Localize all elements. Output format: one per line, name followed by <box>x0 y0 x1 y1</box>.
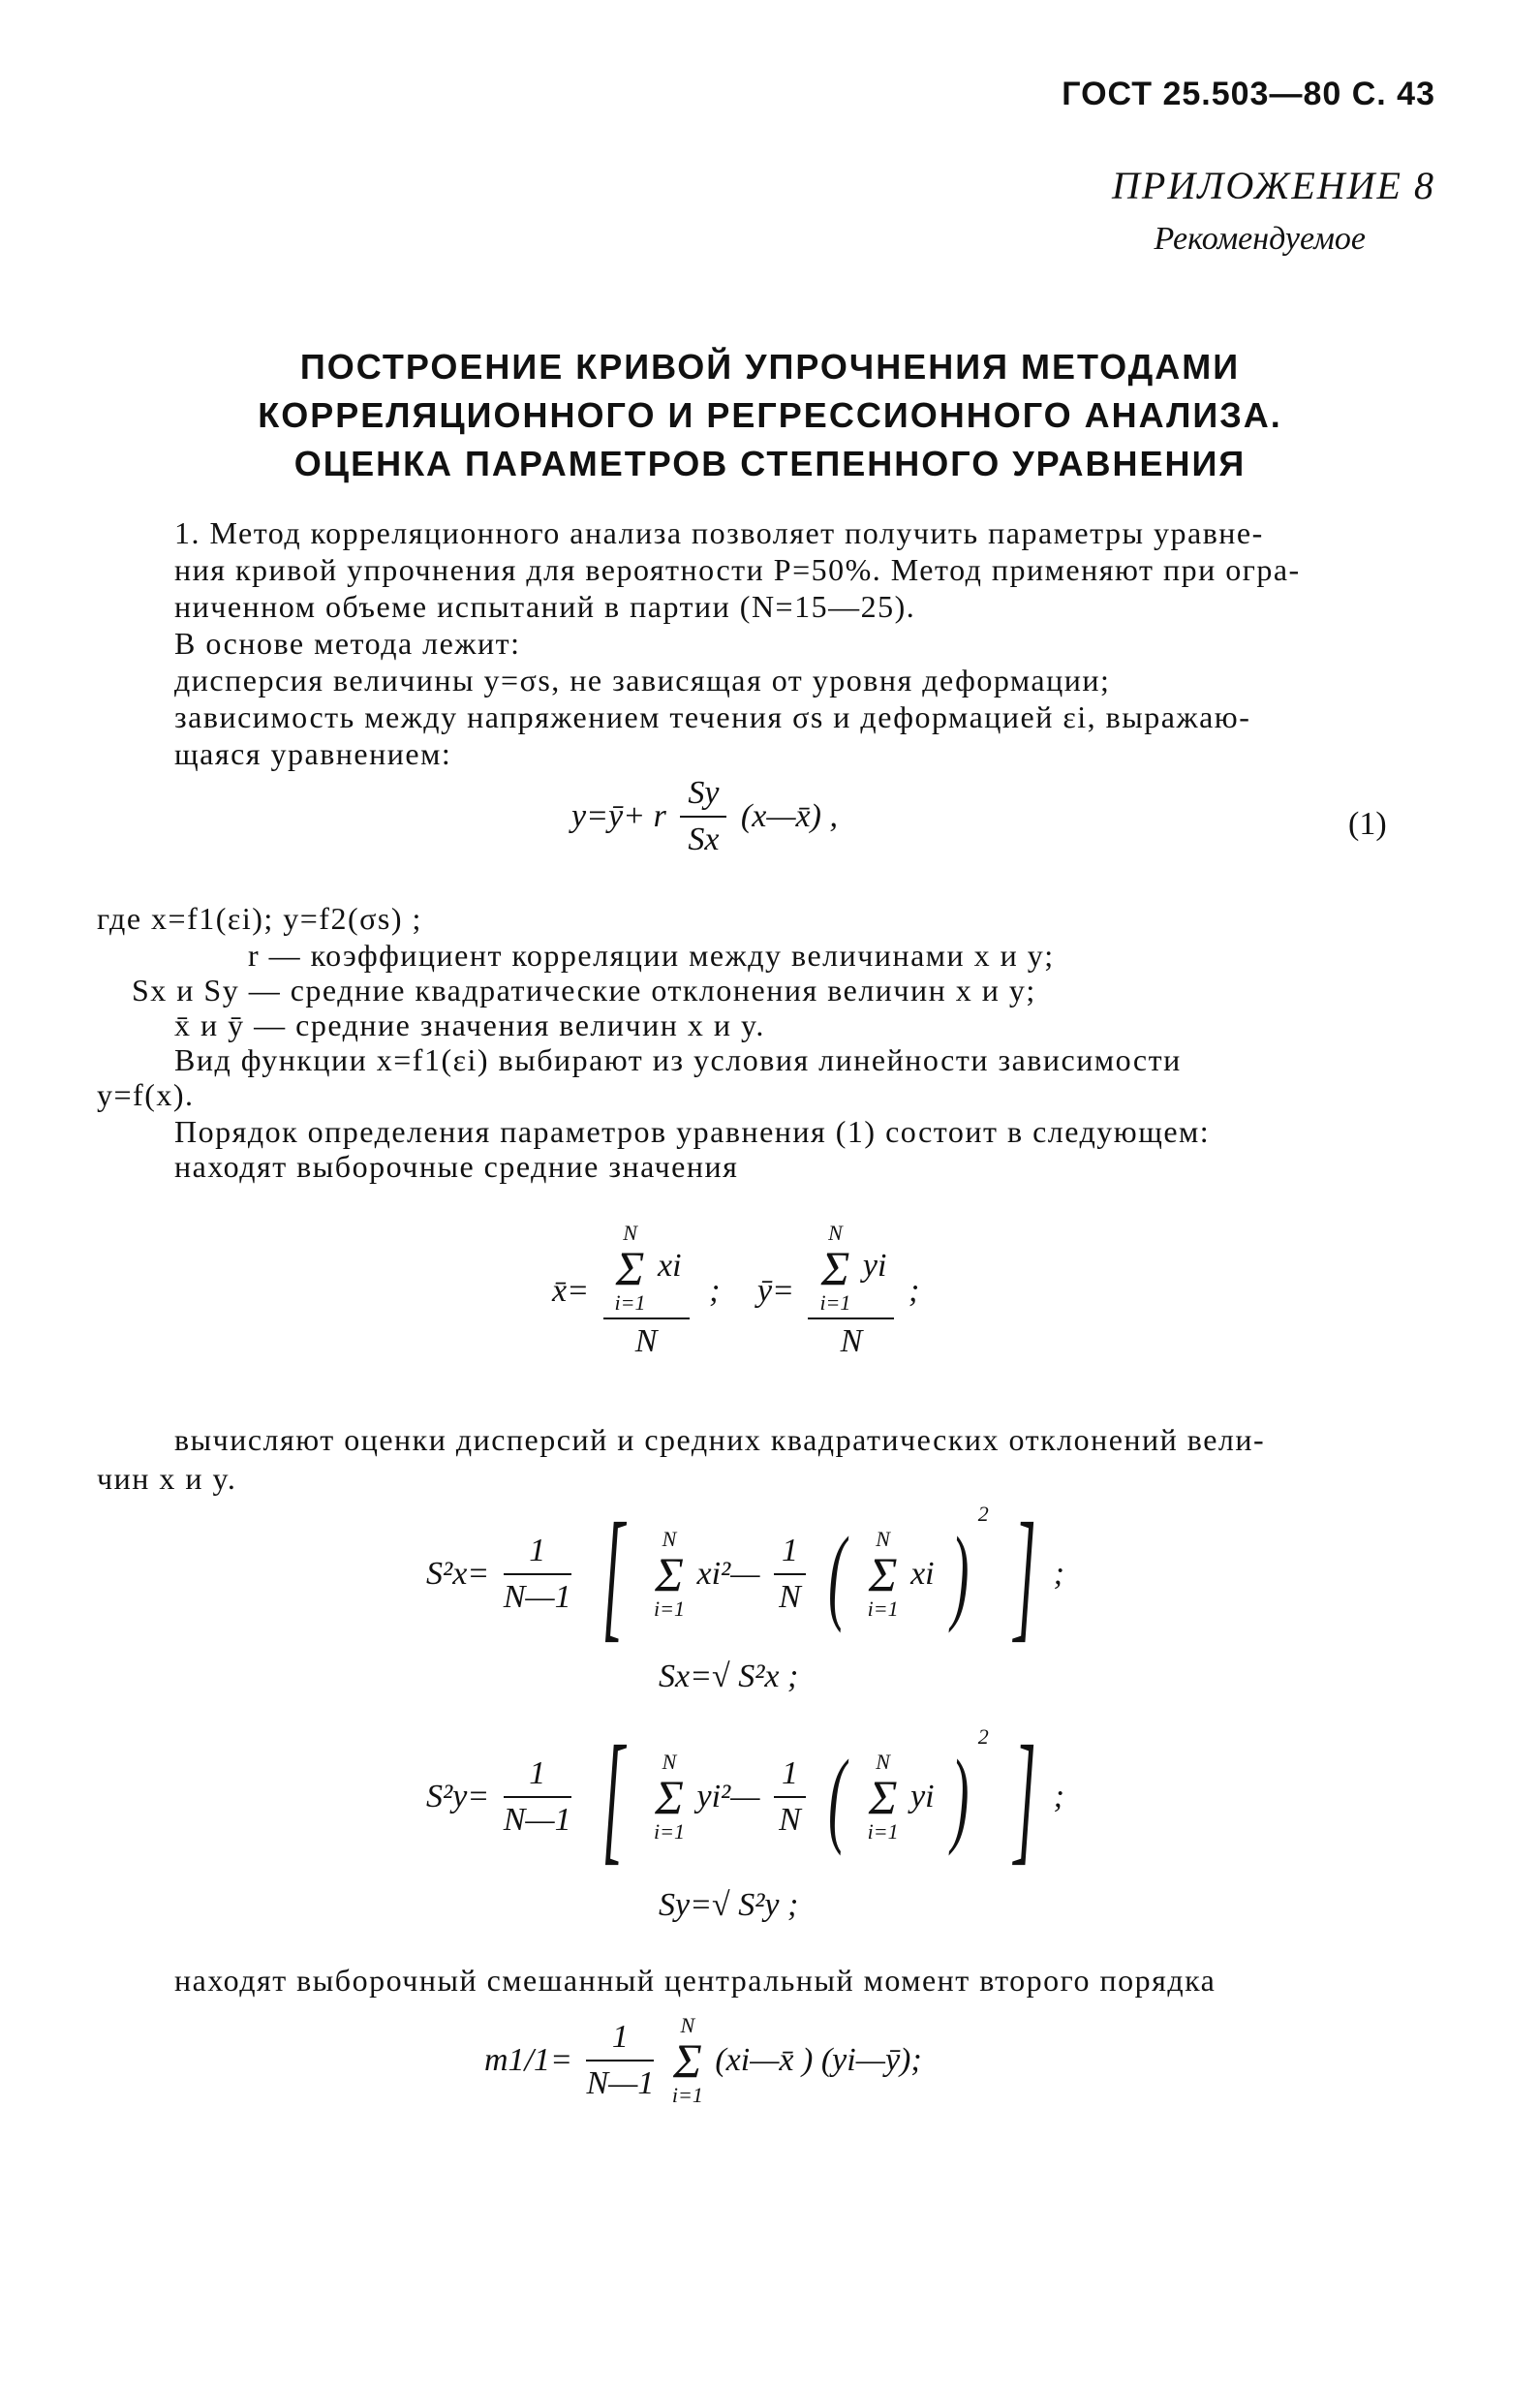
paragraph-5-line-2: y=f(x). <box>97 1077 195 1112</box>
appendix-status: Рекомендуемое <box>1154 221 1366 257</box>
title-line-3: ОЦЕНКА ПАРАМЕТРОВ СТЕПЕННОГО УРАВНЕНИЯ <box>293 444 1247 483</box>
where-line-4: x̄ и ȳ — средние значения величин x и y. <box>174 1008 765 1042</box>
paragraph-6: Порядок определения параметров уравнения (1) состоит в следующем: <box>174 1114 1211 1149</box>
sum-sign: N Σ i=1 <box>867 1750 899 1844</box>
paragraph-8-line-2: чин x и y. <box>97 1461 237 1496</box>
paragraph-1-line-1: 1. Метод корреляционного анализа позволяет получить параметры уравне- <box>174 515 1264 550</box>
sum-sign: N Σ i=1 <box>654 1750 685 1844</box>
appendix-label: ПРИЛОЖЕНИЕ 8 <box>1112 164 1435 207</box>
sum-sign: N Σ i=1 <box>819 1221 851 1315</box>
mean-y-fraction: N Σ i=1 yi N <box>808 1223 894 1360</box>
mean-x-fraction: N Σ i=1 xi N <box>603 1223 690 1360</box>
equation-1-denominator: Sx <box>688 822 720 857</box>
mean-y-lhs: ȳ= <box>756 1273 794 1309</box>
variance-x-formula: S²x= $\frac{1}{N—1}$ [ N Σ i=1 xi²— $\frac{1}{N}$ ( N Σ i=1 xi )$^2$ ] ; <box>426 1494 1064 1655</box>
title-line-2: КОРРЕЛЯЦИОННОГО И РЕГРЕССИОННОГО АНАЛИЗА. <box>258 395 1282 435</box>
sd-x-formula: Sx=√ S²x ; <box>659 1658 799 1694</box>
paragraph-4-line-2: щаяся уравнением: <box>174 736 452 771</box>
equation-1-fraction <box>680 775 726 858</box>
equation-1-numerator: Sy <box>680 775 726 818</box>
paragraph-2: В основе метода лежит: <box>174 626 521 661</box>
equation-1-lhs: y=ȳ+ r <box>571 798 666 834</box>
where-line-2: r — коэффициент корреляции между величинами x и y; <box>248 938 1055 973</box>
page-header: ГОСТ 25.503—80 С. 43 <box>1062 76 1435 112</box>
where-line-3: Sx и Sy — средние квадратические отклонения величин x и y; <box>132 973 1036 1008</box>
variance-y-formula: S²y= $\frac{1}{N—1}$ [ N Σ i=1 yi²— $\frac{1}{N}$ ( N Σ i=1 yi )$^2$ ] ; <box>426 1717 1064 1877</box>
paragraph-7: находят выборочные средние значения <box>174 1149 739 1184</box>
equation-1-rhs: (x—x̄) , <box>740 798 838 834</box>
mixed-moment-formula: m1/1= $\frac{1}{N—1}$ N Σ i=1 (xi—x̄ ) (yi—ȳ); <box>484 2013 922 2107</box>
sum-sign: N Σ i=1 <box>654 1527 685 1621</box>
mean-x-lhs: x̄= <box>552 1273 590 1309</box>
paragraph-1-line-3: ниченном объеме испытаний в партии (N=15—25). <box>174 589 916 624</box>
title-line-1: ПОСТРОЕНИЕ КРИВОЙ УПРОЧНЕНИЯ МЕТОДАМИ <box>299 347 1241 387</box>
equation-1 <box>571 775 838 858</box>
sum-sign: N Σ i=1 <box>671 2013 703 2107</box>
equation-1-number: (1) <box>1348 806 1387 842</box>
sd-y-formula: Sy=√ S²y ; <box>659 1887 799 1923</box>
paragraph-8-line-1: вычисляют оценки дисперсий и средних квадратических отклонений вели- <box>174 1422 1266 1457</box>
sum-sign: N Σ i=1 <box>614 1221 646 1315</box>
sum-sign: N Σ i=1 <box>867 1527 899 1621</box>
paragraph-5-line-1: Вид функции x=f1(εi) выбирают из условия линейности зависимости <box>174 1042 1182 1077</box>
mean-formulas: x̄= N Σ i=1 xi N ; ȳ= N Σ i=1 yi N ; <box>552 1221 920 1359</box>
paragraph-1-line-2: ния кривой упрочнения для вероятности P=50%. Метод применяют при огра- <box>174 552 1301 587</box>
where-line-1: где x=f1(εi); y=f2(σs) ; <box>97 901 422 936</box>
paragraph-9: находят выборочный смешанный центральный момент второго порядка <box>174 1963 1217 1998</box>
paragraph-3: дисперсия величины y=σs, не зависящая от уровня деформации; <box>174 663 1111 698</box>
paragraph-4-line-1: зависимость между напряжением течения σs и деформацией εi, выражаю- <box>174 699 1251 734</box>
